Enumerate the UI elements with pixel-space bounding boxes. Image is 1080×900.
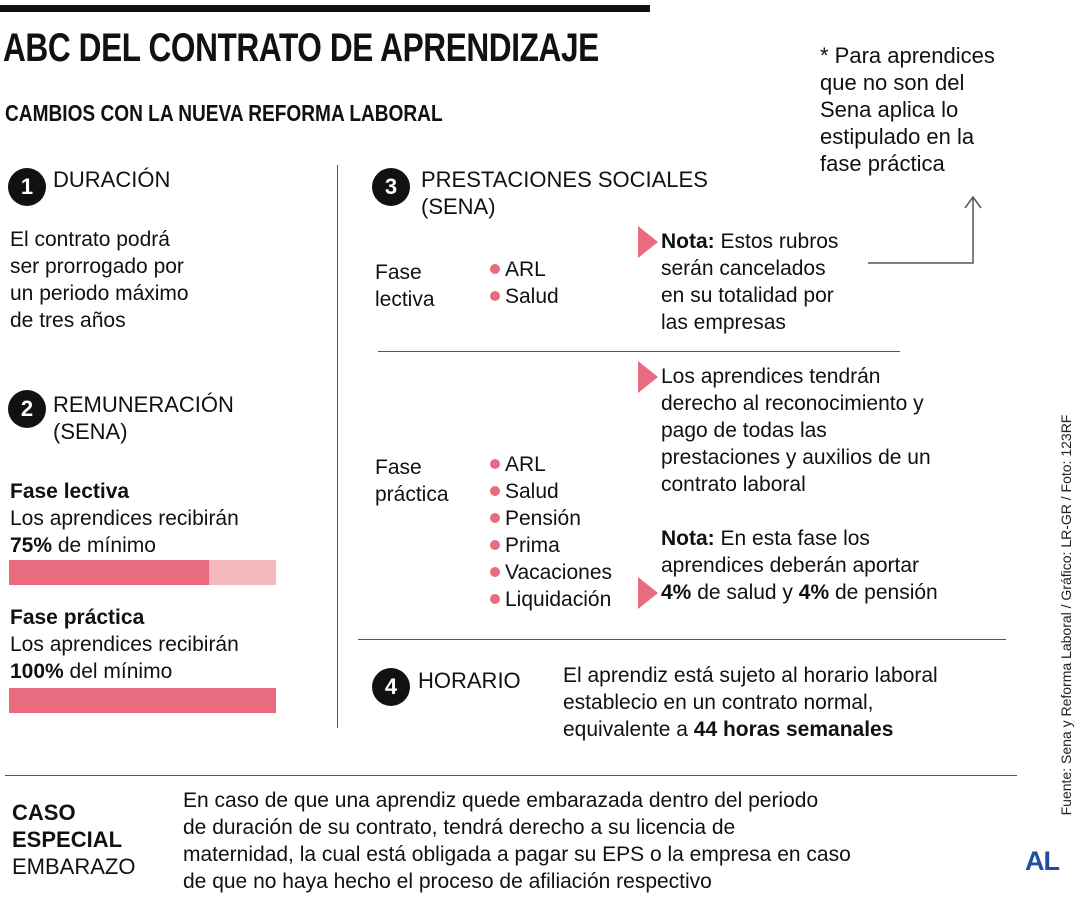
remuneracion-practica: Fase práctica Los aprendices recibirán 100% del mínimo <box>10 606 239 683</box>
section-title-duracion: DURACIÓN <box>53 167 171 192</box>
section-number-1: 1 <box>8 168 46 206</box>
practica-text: Los aprendices tendrán derecho al reconocimiento y pago de todas las prestaciones y auxilios de un contrato laboral <box>661 365 931 496</box>
horario-body: El aprendiz está sujeto al horario laboral establecio en un contrato normal, equivalente a 44 horas semanales <box>563 664 938 741</box>
section-title-horario: HORARIO <box>418 668 521 693</box>
remuneracion-lectiva: Fase lectiva Los aprendices recibirán 75% de mínimo <box>10 480 239 557</box>
practica-benefits-list <box>490 451 612 613</box>
divider <box>5 775 1017 776</box>
caso-especial-label: CASO ESPECIAL EMBARAZO <box>12 800 136 879</box>
section-title-prestaciones: PRESTACIONES SOCIALES (SENA) <box>421 167 708 219</box>
fase-lectiva-label: Fase lectiva <box>375 261 435 311</box>
list-item: Prima <box>490 532 612 559</box>
pointer-triangle-icon <box>638 577 658 609</box>
brand-logo: AL <box>1025 846 1059 876</box>
caso-especial-body: En caso de que una aprendiz quede embarazada dentro del periodo de duración de su contrato, tendrá derecho a su licencia de maternidad, la cual está obligada a pagar su EPS o la empresa en caso de que no haya hecho el proceso de afiliación respectivo <box>183 789 851 893</box>
footnote: * Para aprendices que no son del Sena aplica lo estipulado en la fase práctica <box>820 43 995 176</box>
lectiva-progress-bar <box>9 560 276 585</box>
list-item: Pensión <box>490 505 612 532</box>
list-item: ARL <box>490 451 612 478</box>
section-number-2: 2 <box>8 390 46 428</box>
pointer-triangle-icon <box>638 226 658 258</box>
arrow-up-icon <box>860 190 985 270</box>
page-subtitle: CAMBIOS CON LA NUEVA REFORMA LABORAL <box>5 100 443 126</box>
lectiva-benefits-list <box>490 256 559 310</box>
practica-progress-bar <box>9 688 276 713</box>
practica-note: Nota: En esta fase los aprendices deberán aportar 4% de salud y 4% de pensión <box>661 527 938 604</box>
lectiva-note: Nota: Estos rubros serán cancelados en su totalidad por las empresas <box>661 230 839 334</box>
vertical-divider <box>337 165 338 728</box>
divider <box>358 639 1006 640</box>
list-item: ARL <box>490 256 559 283</box>
practica-progress-fill <box>9 688 276 713</box>
source-credit: Fuente: Sena y Reforma Laboral / Gráfico: LR-GR / Foto: 123RF <box>1058 414 1074 816</box>
page-title: ABC DEL CONTRATO DE APRENDIZAJE <box>3 26 599 70</box>
section-title-remuneracion: REMUNERACIÓN (SENA) <box>53 392 234 444</box>
fase-practica-label: Fase práctica <box>375 456 449 506</box>
top-rule <box>0 5 650 12</box>
list-item: Vacaciones <box>490 559 612 586</box>
lectiva-progress-fill <box>9 560 209 585</box>
list-item: Salud <box>490 478 612 505</box>
section-number-4: 4 <box>372 668 410 706</box>
divider <box>378 351 900 352</box>
pointer-triangle-icon <box>638 361 658 393</box>
section-number-3: 3 <box>372 168 410 206</box>
duracion-body: El contrato podrá ser prorrogado por un periodo máximo de tres años <box>10 228 189 332</box>
list-item: Salud <box>490 283 559 310</box>
list-item: Liquidación <box>490 586 612 613</box>
